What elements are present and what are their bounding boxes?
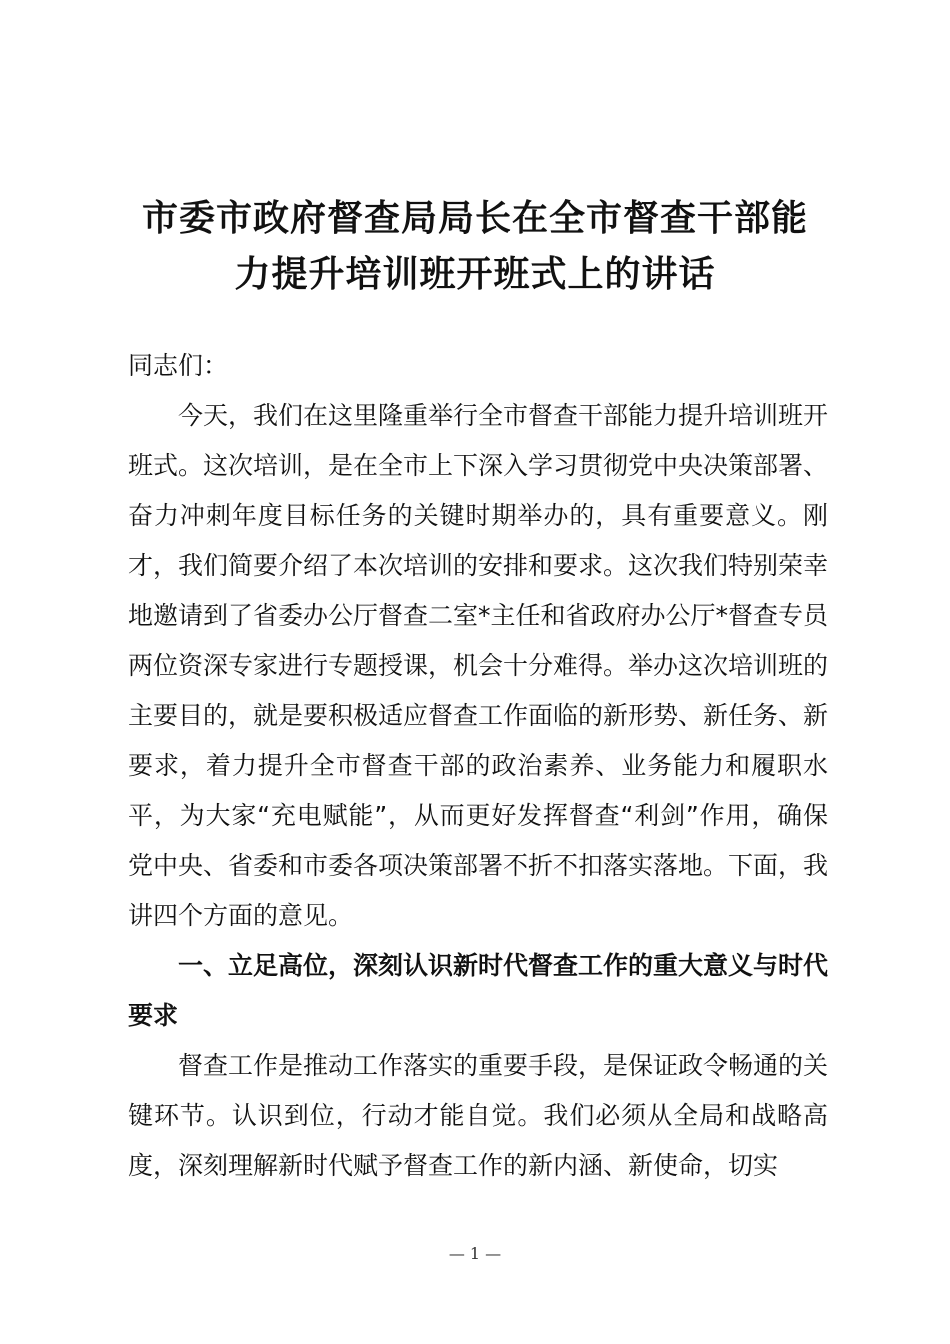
page-number: — 1 —	[448, 1244, 502, 1263]
document-title	[100, 190, 850, 302]
paragraph-section-1: 督查工作是推动工作落实的重要手段，是保证政令畅通的关键环节。认识到位，行动才能自觉。我们必须从全局和战略高度，深刻理解新时代赋予督查工作的新内涵、新使命，切实	[128, 1051, 829, 1180]
title-line-2: 力提升培训班开班式上的讲话	[234, 253, 716, 295]
salutation: 同志们：	[128, 351, 229, 380]
document-body	[128, 341, 828, 1191]
title-line-1: 市委市政府督查局局长在全市督查干部能	[141, 197, 808, 239]
section-heading-1: 一、立足高位，深刻认识新时代督查工作的重大意义与时代要求	[128, 951, 829, 1030]
paragraph-opening: 今天，我们在这里隆重举行全市督查干部能力提升培训班开班式。这次培训，是在全市上下深入学习贯彻党中央决策部署、奋力冲刺年度目标任务的关键时期举办的，具有重要意义。刚才，我们简要介绍了本次培训的安排和要求。这次我们特别荣幸地邀请到了省委办公厅督查二室*主任和省政府办公厅*督查专员两位资深专家进行专题授课，机会十分难得。举办这次培训班的主要目的，就是要积极适应督查工作面临的新形势、新任务、新要求，着力提升全市督查干部的政治素养、业务能力和履职水平，为大家“充电赋能”，从而更好发挥督查“利剑”作用，确保党中央、省委和市委各项决策部署不折不扣落实落地。下面，我讲四个方面的意见。	[128, 401, 829, 930]
